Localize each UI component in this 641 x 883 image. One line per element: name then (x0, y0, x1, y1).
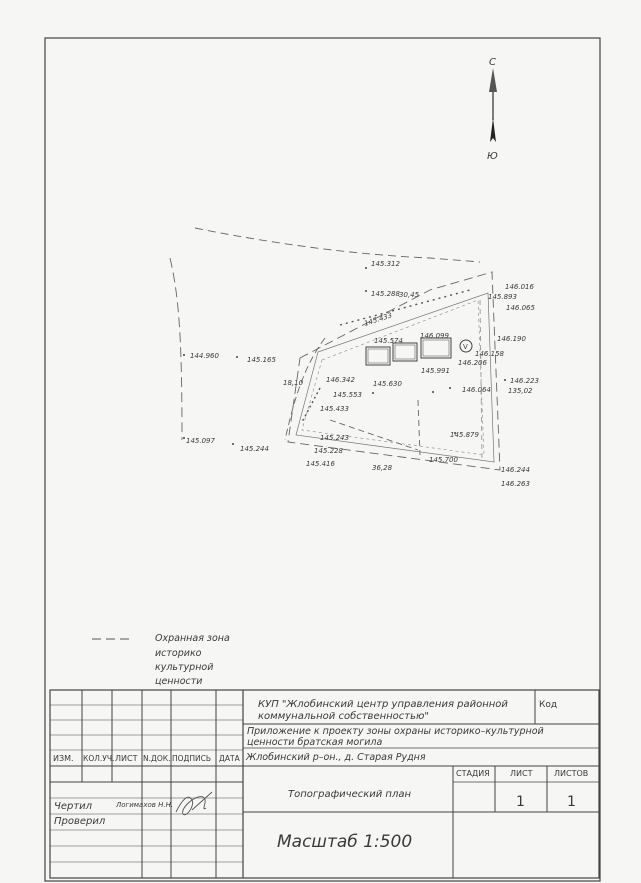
dimension-label: 135,02 (508, 387, 533, 395)
drawn-label: Чертил (54, 801, 93, 812)
elevation-label: 146.263 (501, 480, 530, 488)
elevation-label: 146.099 (420, 332, 449, 340)
sheet-label: ЛИСТ (510, 769, 533, 778)
sheets-value: 1 (567, 794, 576, 810)
elevation-label: 146.342 (326, 376, 355, 384)
elevation-label: 145.991 (421, 367, 450, 375)
project-line-2: ценности братская могила (247, 737, 383, 748)
elevation-label: 146.223 (510, 377, 539, 385)
svg-text:V: V (463, 343, 468, 351)
checked-label: Проверил (54, 816, 106, 827)
elevation-label: 145.243 (320, 434, 349, 442)
organization-line-1: КУП "Жлобинский центр управления районной (258, 699, 508, 710)
north-label: С (489, 57, 496, 68)
elevation-label: 145.433 (363, 311, 394, 328)
elevation-label: 146.064 (462, 386, 491, 394)
elevation-label: 145.312 (371, 260, 400, 268)
drawing-title: Топографический план (288, 789, 412, 800)
column-kol-uch: КОЛ.УЧ. (83, 754, 115, 763)
column-list: ЛИСТ (115, 754, 138, 763)
elevation-label: 146.206 (458, 359, 487, 367)
elevation-label: 146.065 (506, 304, 535, 312)
elevation-label: 144.960 (190, 352, 219, 360)
project-line-1: Приложение к проекту зоны охраны историко–культурной (247, 726, 544, 737)
scale-text: Масштаб 1:500 (277, 832, 413, 852)
column-podpis: ПОДПИСЬ (172, 754, 212, 763)
code-label: Код (539, 700, 558, 710)
elevation-label: 145.553 (333, 391, 362, 399)
column-data: ДАТА (219, 754, 240, 763)
dimension-label: 18,10 (283, 379, 304, 387)
column-n-dok: N.ДОК. (143, 754, 171, 763)
elevation-label: 145.893 (488, 293, 517, 301)
elevation-label: 145.433 (320, 405, 349, 413)
stage-label: СТАДИЯ (456, 769, 490, 778)
elevation-label: 145.097 (186, 437, 215, 445)
elevation-label: 145.288 (371, 290, 400, 298)
drawn-name: Логимахов Н.Н. (116, 801, 174, 809)
elevation-label: 145.879 (450, 431, 479, 439)
location-text: Жлобинский р–он., д. Старая Рудня (246, 752, 426, 763)
legend-line-2: историко (155, 648, 202, 659)
elevation-label: 145.630 (373, 380, 402, 388)
dimension-label: 30,45 (399, 291, 420, 299)
elevation-label: 145.165 (247, 356, 276, 364)
legend-line-3: культурной (155, 662, 214, 673)
sheets-label: ЛИСТОВ (554, 769, 589, 778)
dimension-label: 36,28 (372, 464, 393, 472)
legend-line-4: ценности (155, 676, 203, 687)
elevation-label: 146.158 (475, 350, 504, 358)
elevation-label: 145.416 (306, 460, 335, 468)
legend-line-1: Охранная зона (155, 633, 230, 644)
south-label: Ю (487, 151, 498, 162)
elevation-label: 146.016 (505, 283, 534, 291)
elevation-label: 145.700 (429, 456, 458, 464)
sheet-value: 1 (516, 794, 525, 810)
elevation-label: 145.574 (374, 337, 403, 345)
elevation-label: 145.228 (314, 447, 343, 455)
elevation-label: 146.190 (497, 335, 526, 343)
organization-line-2: коммунальной собственностью" (258, 711, 430, 722)
elevation-label: 146.244 (501, 466, 530, 474)
column-izm: ИЗМ. (53, 754, 74, 763)
elevation-label: 145.244 (240, 445, 269, 453)
